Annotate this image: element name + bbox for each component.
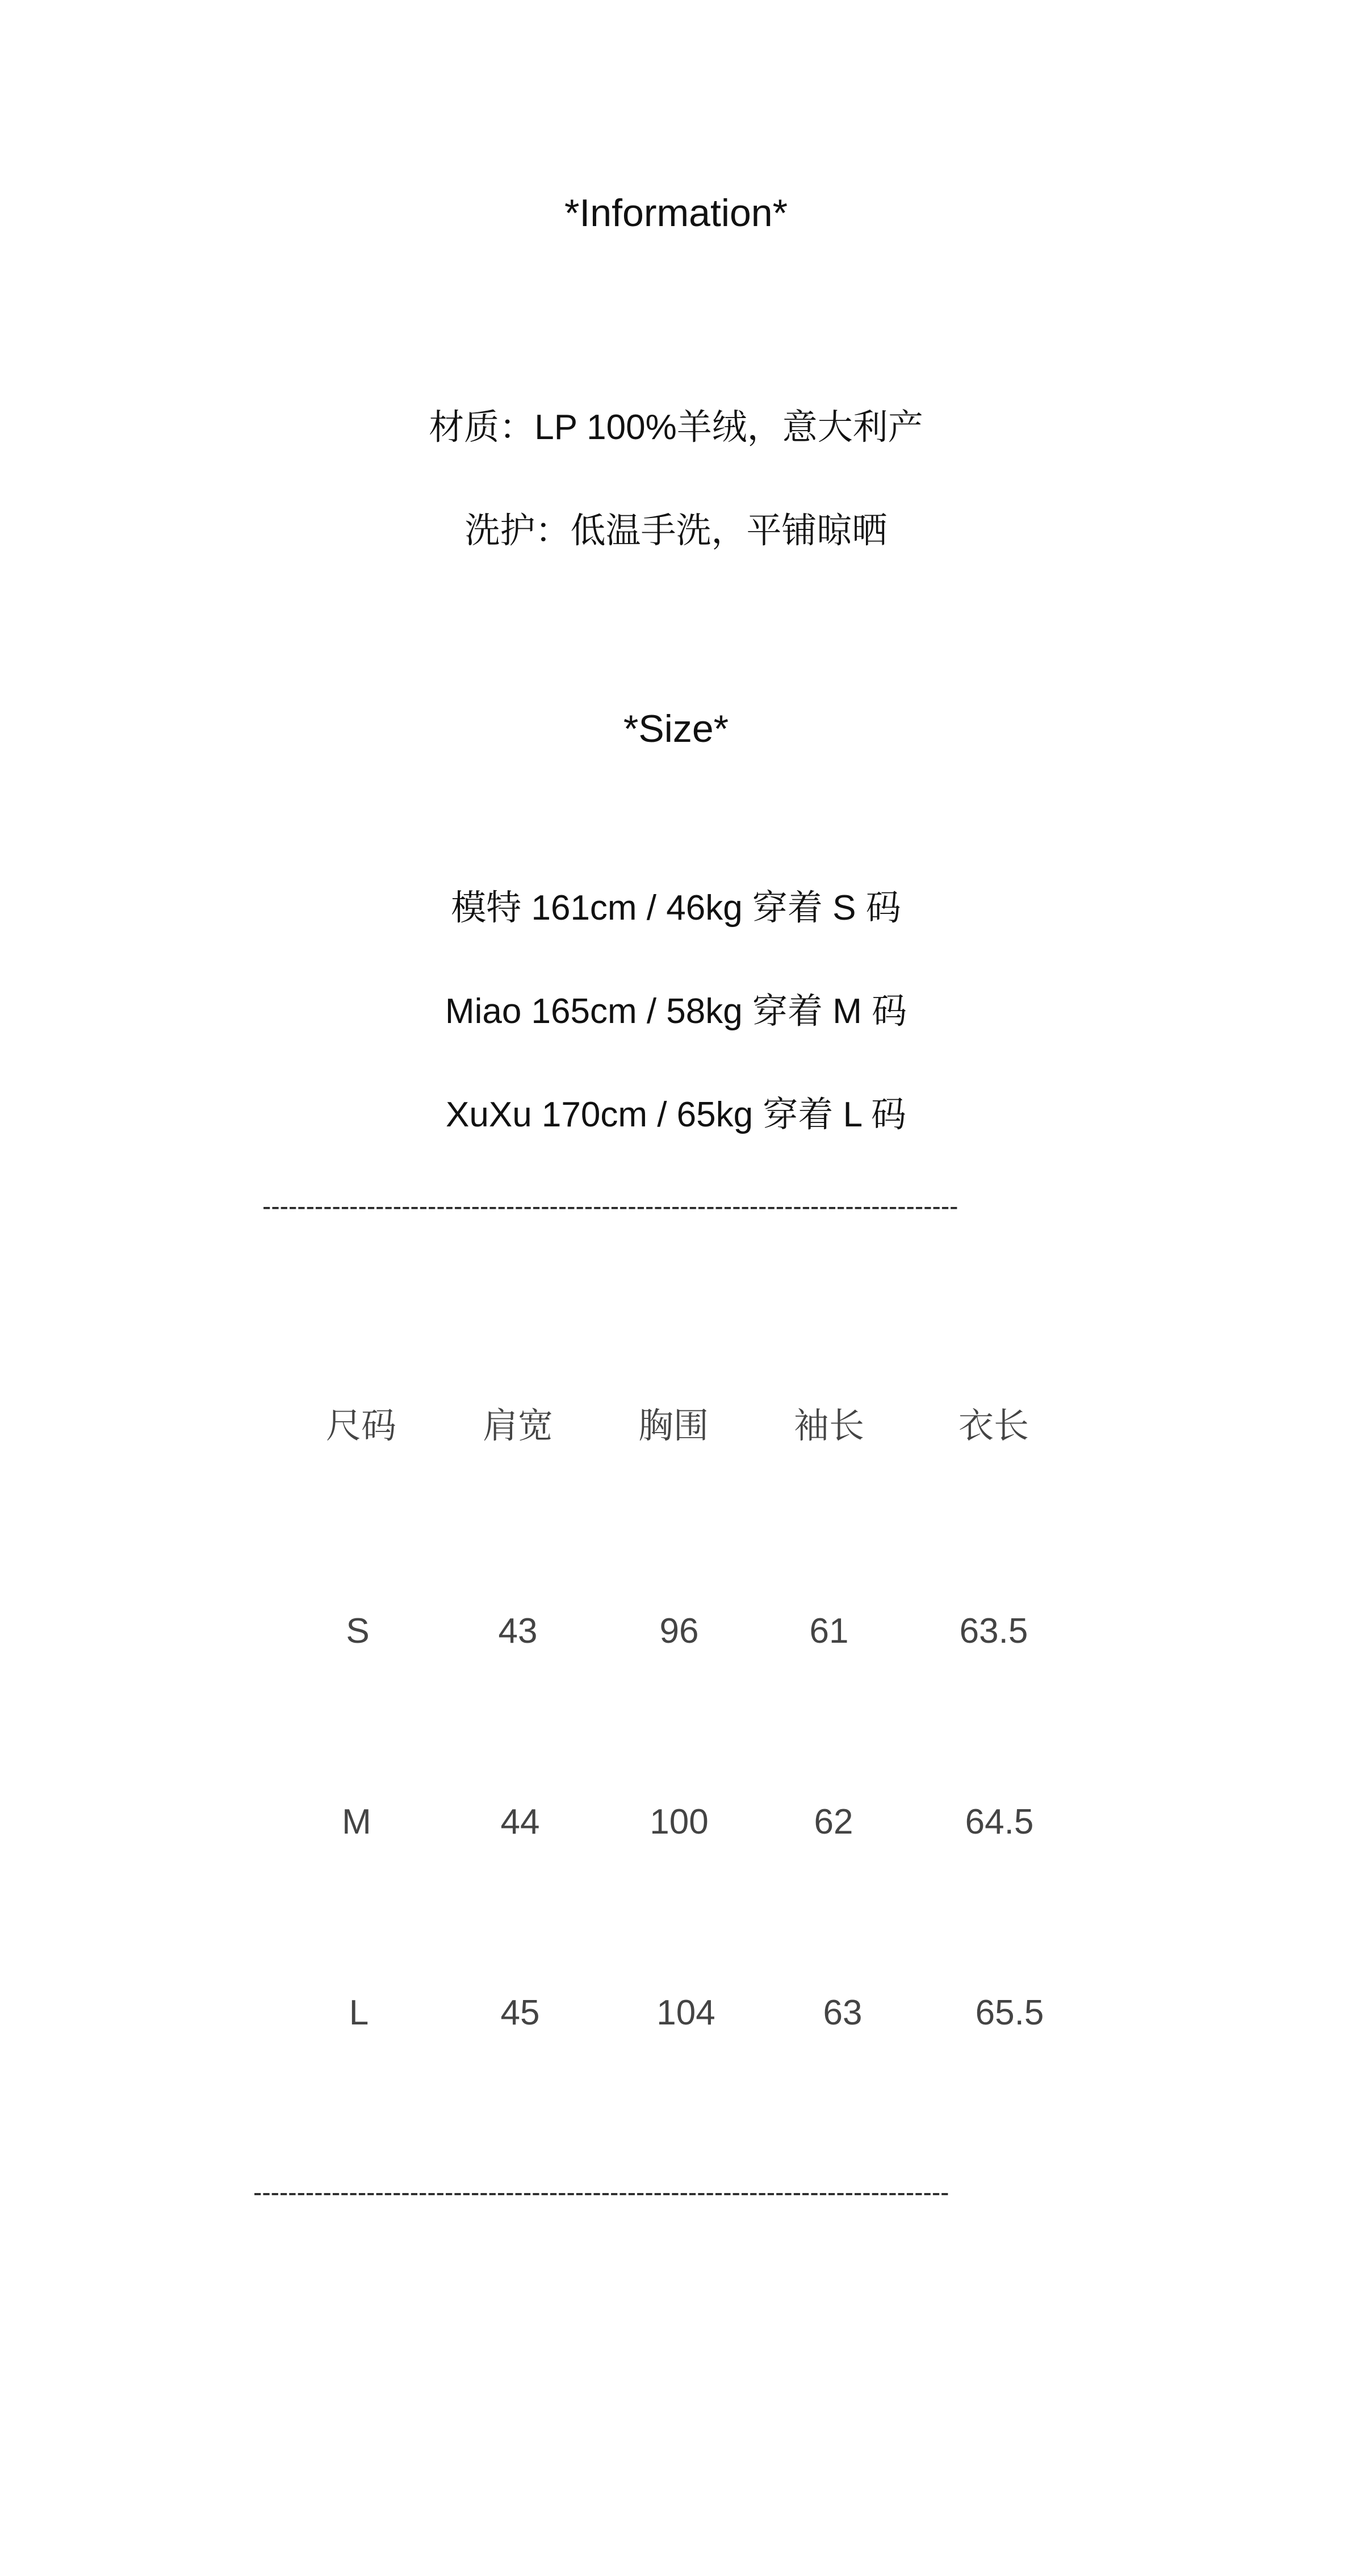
table-header-cell: 肩宽 [482,1405,553,1446]
table-cell: 64.5 [965,1802,1034,1842]
model-line: XuXu 170cm / 65kg 穿着 L 码 [446,1095,906,1134]
table-cell: 43 [498,1611,538,1651]
divider: -------------------------------------------------------------------------------- [253,2177,949,2207]
table-header-cell: 胸围 [638,1405,709,1446]
model-line: 模特 161cm / 46kg 穿着 S 码 [451,888,901,928]
information-heading: *Information* [564,191,788,235]
table-cell: 45 [500,1993,540,2032]
table-cell: 44 [500,1802,540,1842]
table-cell: S [346,1611,370,1651]
table-cell: 63 [823,1993,863,2032]
table-cell: 61 [809,1611,849,1651]
table-cell: 96 [659,1611,699,1651]
model-line: Miao 165cm / 58kg 穿着 M 码 [445,992,907,1031]
table-cell: L [349,1993,369,2032]
table-cell: M [342,1802,371,1842]
table-cell: 63.5 [959,1611,1028,1651]
table-cell: 100 [650,1802,709,1842]
table-cell: 62 [814,1802,853,1842]
table-header-cell: 袖长 [793,1405,864,1446]
table-header-cell: 衣长 [958,1405,1029,1446]
divider: -------------------------------------------------------------------------------- [262,1191,958,1221]
care-line: 洗护：低温手洗，平铺晾晒 [464,511,888,550]
size-heading: *Size* [623,707,729,750]
table-header-cell: 尺码 [325,1405,396,1446]
table-cell: 65.5 [975,1993,1044,2032]
material-line: 材质：LP 100%羊绒，意大利产 [429,408,923,447]
table-cell: 104 [656,1993,715,2032]
